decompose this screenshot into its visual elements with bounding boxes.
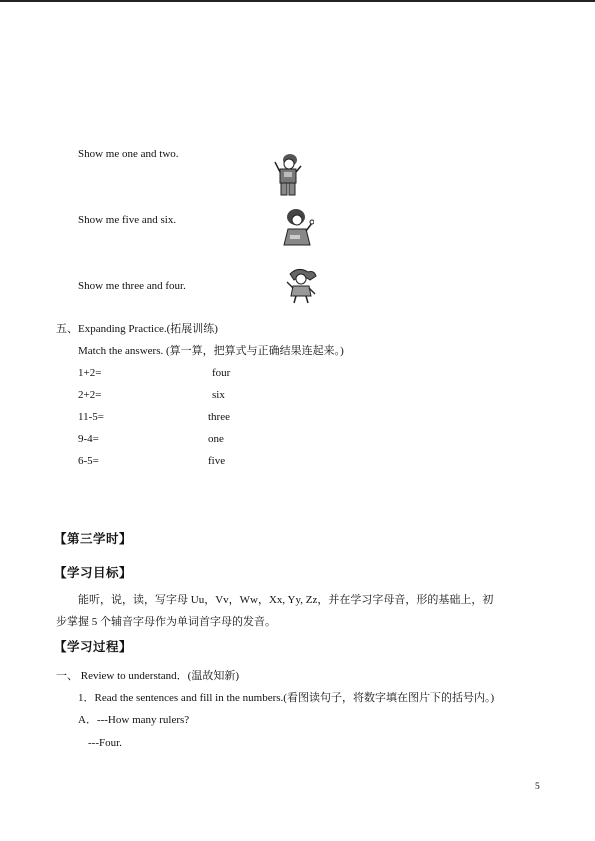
child-figure-2 [282,207,314,249]
goal-text-line-1: 能听，说，读，写字母 Uu，Vv，Ww，Xx, Yy, Zz，并在学习字母音，形的基础上，初 [78,594,494,606]
answer-5: five [208,455,226,467]
equation-2: 2+2= [78,389,102,401]
learning-process-title: 【学习过程】 [54,639,133,654]
answer-4: one [208,433,224,445]
child-figure-3 [284,266,318,304]
show-me-line-1: Show me one and two. [78,148,179,160]
learning-goals-title: 【学习目标】 [54,565,133,580]
page-number: 5 [535,782,540,792]
equation-1: 1+2= [78,367,102,379]
review-heading: 一、 Review to understand．(温故知新) [56,670,239,682]
answer-a: ---Four. [88,737,122,749]
answer-3: three [208,411,230,423]
equation-3: 11-5= [78,411,104,423]
show-me-line-3: Show me three and four. [78,280,186,292]
show-me-line-2: Show me five and six. [78,214,177,226]
child-figure-1 [272,152,304,198]
answer-1: four [212,367,231,379]
page-top-border [0,0,595,2]
expanding-practice-heading: 五、Expanding Practice.(拓展训练) [56,323,218,335]
answer-2: six [212,389,225,401]
equation-5: 6-5= [78,455,99,467]
question-a: A．---How many rulers? [78,714,190,726]
lesson-3-title: 【第三学时】 [54,531,133,546]
exercise-1-instruction: 1．Read the sentences and fill in the numbers.(看图读句子，将数字填在图片下的括号内。) [78,692,495,704]
match-instruction: Match the answers. (算一算，把算式与正确结果连起来。) [78,345,344,357]
equation-4: 9-4= [78,433,99,445]
goal-text-line-2: 步掌握 5 个辅音字母作为单词首字母的发音。 [56,616,276,628]
